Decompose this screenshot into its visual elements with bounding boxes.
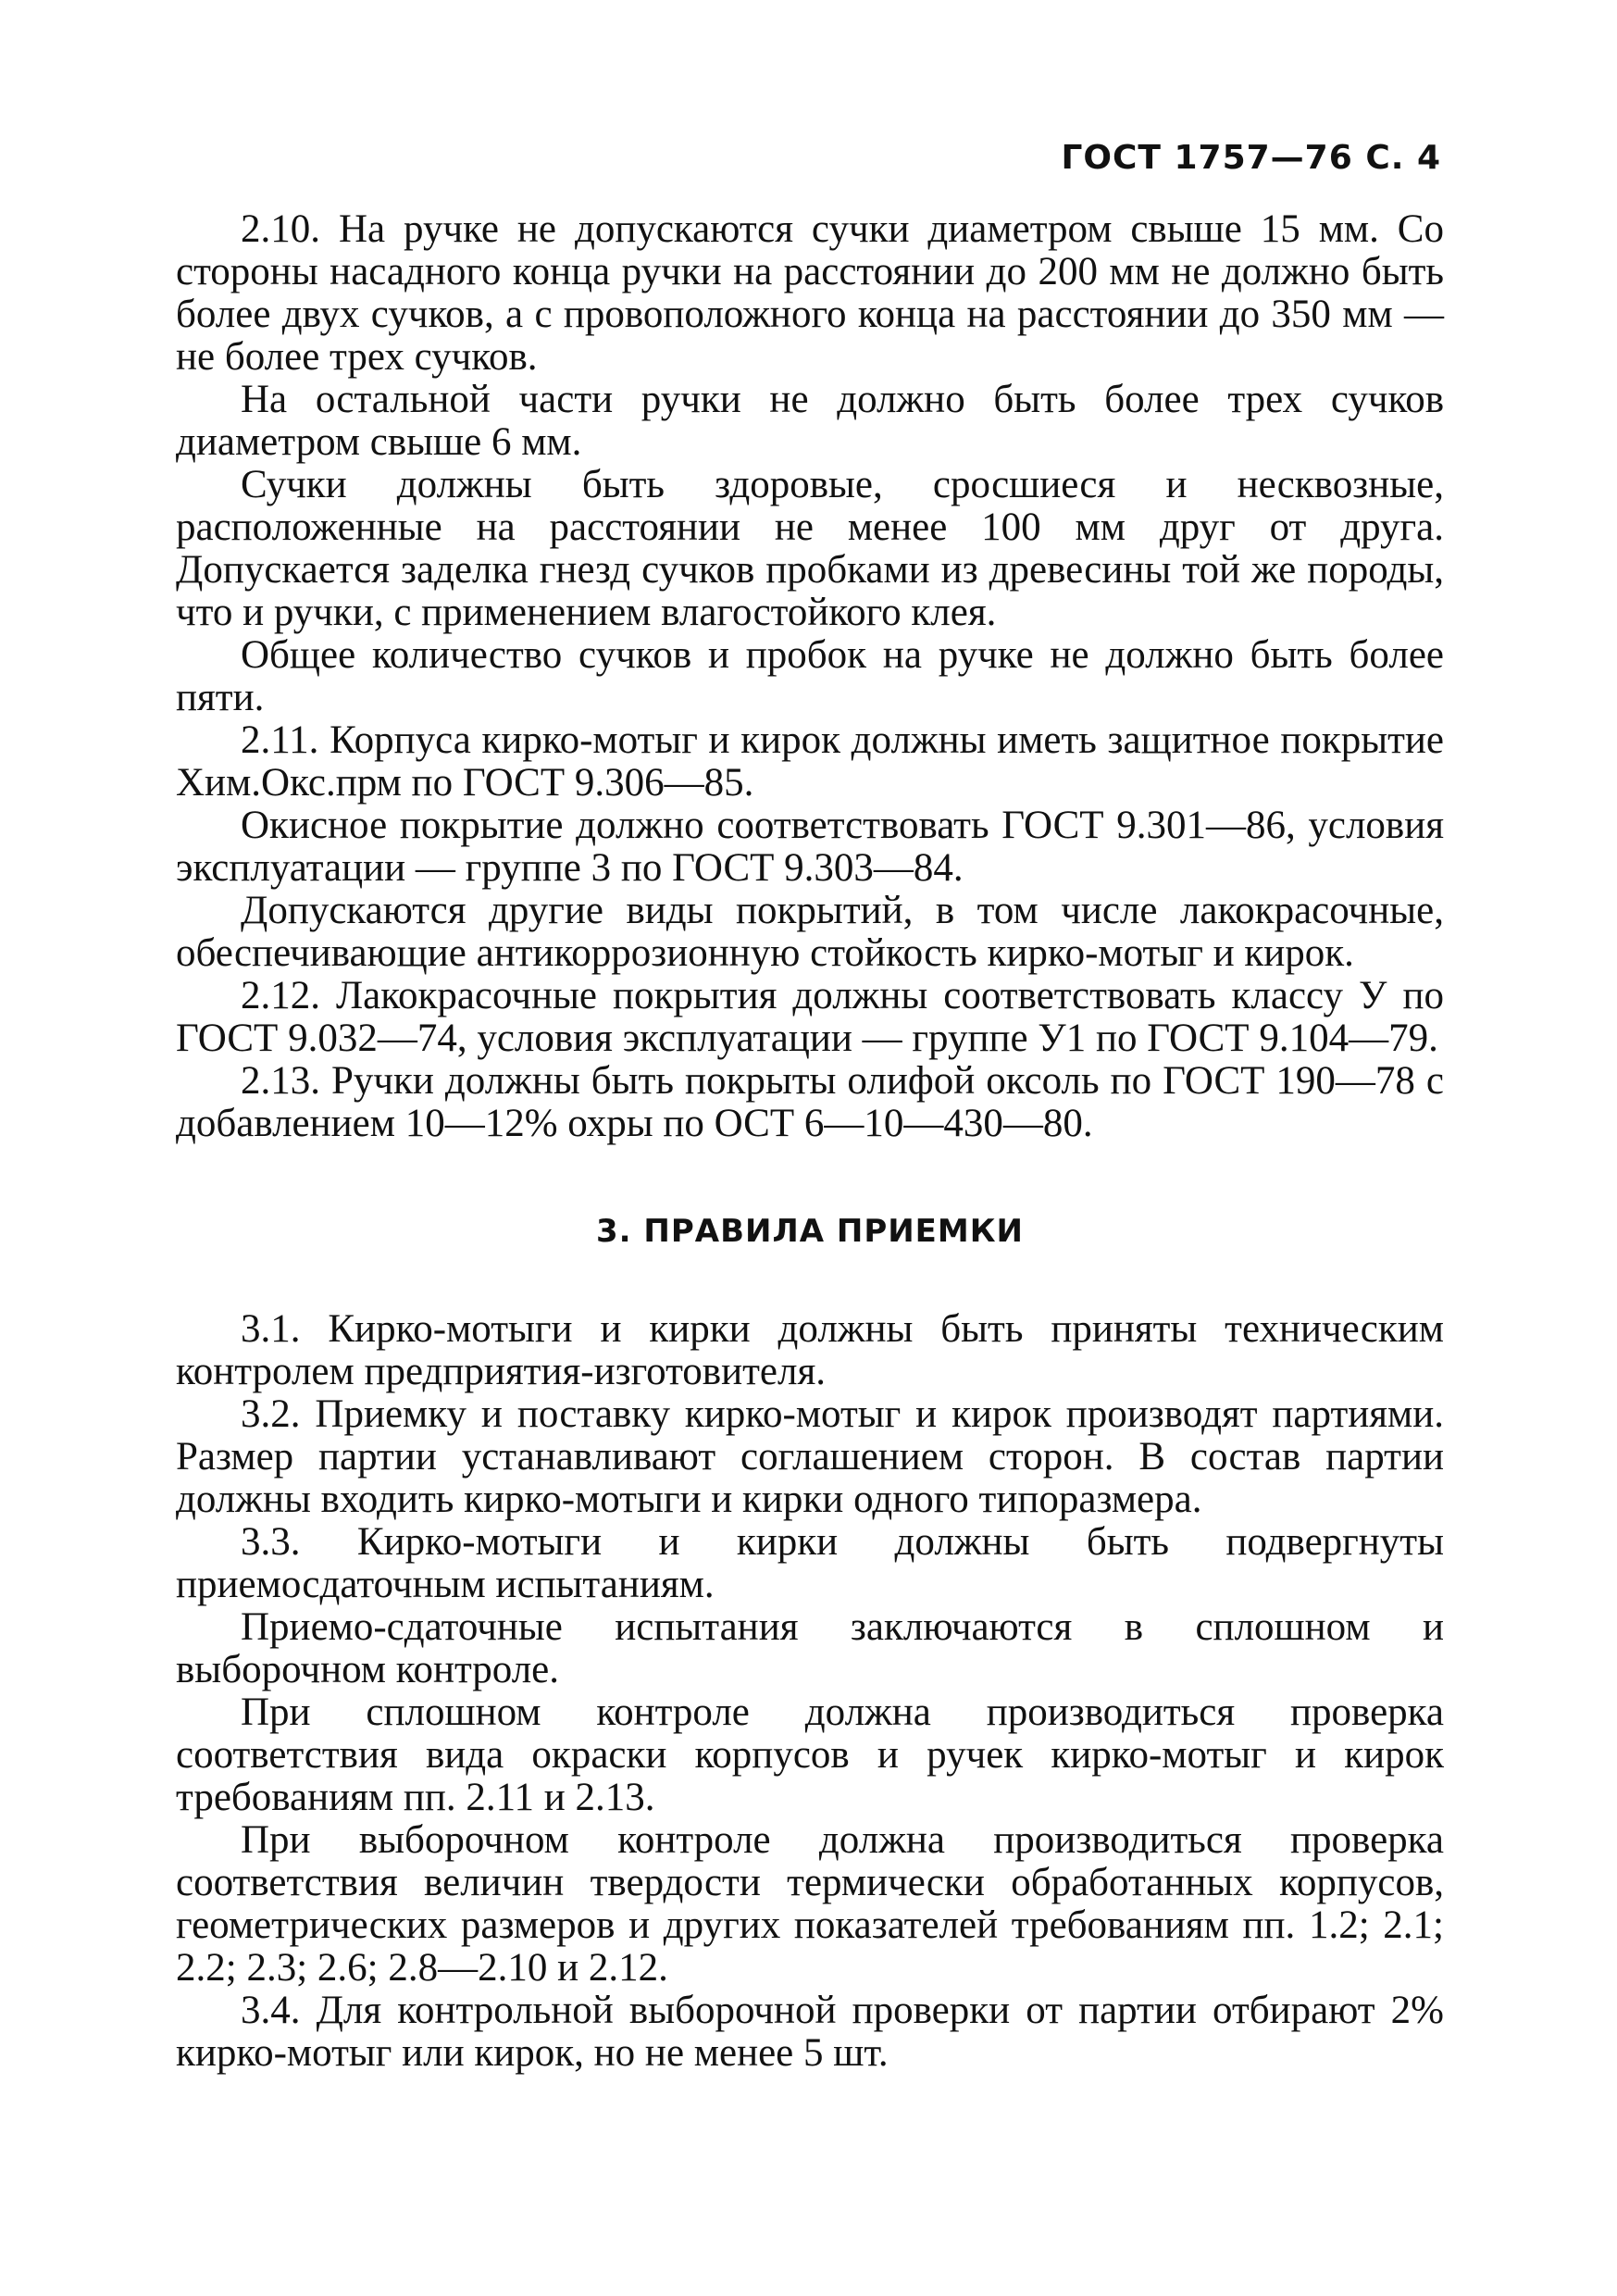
paragraph-3-1: 3.1. Кирко-мотыги и кирки должны быть приняты техническим контролем предприятия-изготовителя.: [176, 1307, 1444, 1393]
section-3-text: [176, 1308, 1444, 2075]
paragraph-2-12: 2.12. Лакокрасочные покрытия должны соответствовать классу У по ГОСТ 9.032—74, условия эксплуатации — группе У1 по ГОСТ 9.104—79.: [176, 974, 1444, 1060]
paragraph: Окисное покрытие должно соответствовать ГОСТ 9.301—86, условия эксплуатации — группе 3 по ГОСТ 9.303—84.: [176, 804, 1444, 890]
paragraph: При выборочном контроле должна производиться проверка соответствия величин твердости термически обработанных корпусов, геометрических размеров и других показателей требованиям пп. 1.2; 2.1; 2.2; 2.3; 2.6; 2.8—2.10 и 2.12.: [176, 1818, 1444, 1990]
page-header: ГОСТ 1757—76 С. 4: [1061, 139, 1441, 177]
paragraph: При сплошном контроле должна производиться проверка соответствия вида окраски корпусов и ручек кирко-мотыг и кирок требованиям пп. 2.11 и 2.13.: [176, 1691, 1444, 1819]
paragraph-3-2: 3.2. Приемку и поставку кирко-мотыг и кирок производят партиями. Размер партии устанавливают соглашением сторон. В состав партии должны входить кирко-мотыги и кирки одного типоразмера.: [176, 1392, 1444, 1521]
paragraph: На остальной части ручки не должно быть более трех сучков диаметром свыше 6 мм.: [176, 378, 1444, 464]
paragraph: Допускаются другие виды покрытий, в том числе лакокрасочные, обеспечивающие антикоррозионную стойкость кирко-мотыг и кирок.: [176, 889, 1444, 975]
page-content: [176, 208, 1444, 2075]
paragraph: Приемо-сдаточные испытания заключаются в сплошном и выборочном контроле.: [176, 1605, 1444, 1691]
paragraph: Сучки должны быть здоровые, сросшиеся и несквозные, расположенные на расстоянии не менее 100 мм друг от друга. Допускается заделка гнезд сучков пробками из древесины той же породы, что и ручки, с применением влагостойкого клея.: [176, 463, 1444, 634]
paragraph-2-11: 2.11. Корпуса кирко-мотыг и кирок должны иметь защитное покрытие Хим.Окс.прм по ГОСТ 9.306—85.: [176, 718, 1444, 805]
paragraph-2-13: 2.13. Ручки должны быть покрыты олифой оксоль по ГОСТ 190—78 с добавлением 10—12% охры по ОСТ 6—10—430—80.: [176, 1059, 1444, 1145]
paragraph-2-10: 2.10. На ручке не допускаются сучки диаметром свыше 15 мм. Со стороны насадного конца ручки на расстоянии до 200 мм не должно быть более двух сучков, а с провоположного конца на расстоянии до 350 мм — не более трех сучков.: [176, 207, 1444, 379]
paragraph-3-3: 3.3. Кирко-мотыги и кирки должны быть подвергнуты приемосдаточным испытаниям.: [176, 1520, 1444, 1606]
paragraph-3-4: 3.4. Для контрольной выборочной проверки от партии отбирают 2% кирко-мотыг или кирок, но не менее 5 шт.: [176, 1989, 1444, 2075]
paragraph: Общее количество сучков и пробок на ручке не должно быть более пяти.: [176, 633, 1444, 719]
section-2-text: [176, 208, 1444, 1145]
section-3-title: 3. ПРАВИЛА ПРИЕМКИ: [596, 1213, 1024, 1250]
